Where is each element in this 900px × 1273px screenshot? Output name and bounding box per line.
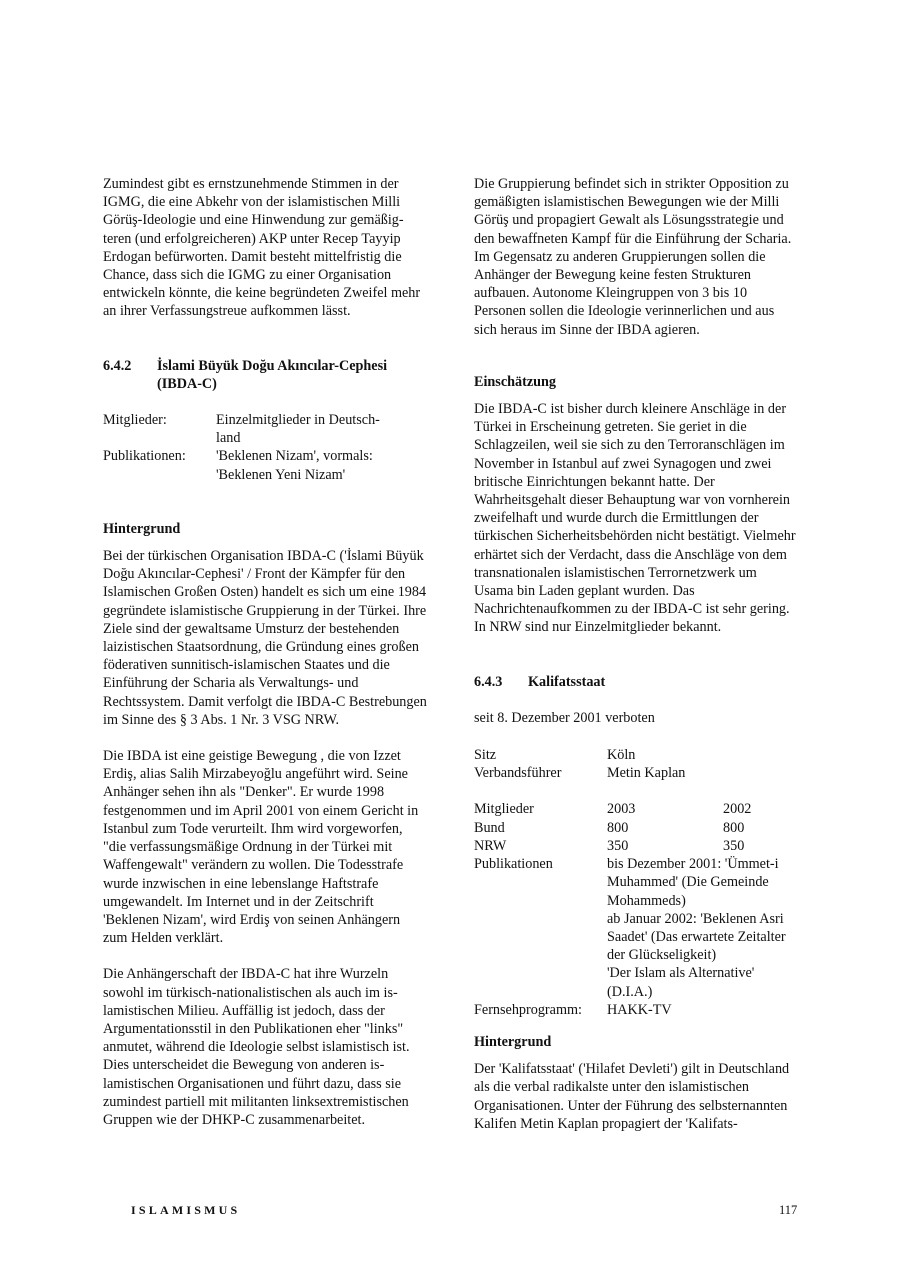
seat-row <box>474 746 798 764</box>
ban-note: seit 8. Dezember 2001 verboten <box>474 709 655 726</box>
members-label: Mitglieder: <box>103 412 167 429</box>
nrw-row <box>474 837 798 855</box>
nrw-2003: 350 <box>607 837 629 854</box>
publication-item: ab Januar 2002: 'Beklenen Asri Saadet' (Das erwartete Zeitalter der Glückseligkeit) <box>607 910 786 964</box>
background-paragraph-1: Bei der türkischen Organisation IBDA-C ('İslami Büyük Doğu Akıncılar-Cephesi' / Front der Kämpfer für den Islamischen Großen Osten) handelt es sich um eine 1984 gegründete islamistische Gruppierung in der Türkei. Ihre Ziele sind der gewaltsame Umsturz der bestehenden laizistischen Staatsordnung, die Gründung eines großen föderativen sunnitisch-islamischen Staates und die Einführung der Scharia als Verwaltungs- und Rechtssystem. Damit verfolgt die IBDA-C Bestrebungen im Sinne des § 3 Abs. 1 Nr. 3 VSG NRW. <box>103 548 427 728</box>
tv-row <box>474 1001 798 1019</box>
publications-value: 'Beklenen Nizam', vormals: 'Beklenen Yeni Nizam' <box>216 448 373 483</box>
page-number: 117 <box>779 1203 798 1217</box>
right-column <box>474 175 798 1133</box>
publications-list <box>607 855 802 1001</box>
nrw-label: NRW <box>474 837 507 854</box>
section-heading-kalifatsstaat <box>474 673 798 691</box>
publication-item: 'Der Islam als Alternative' (D.I.A.) <box>607 965 755 1000</box>
seat-value: Köln <box>607 747 636 764</box>
section-title: İslami Büyük Doğu Akıncılar-Cephesi (IBDA-C) <box>157 357 388 392</box>
members-label: Mitglieder <box>474 801 534 818</box>
kalifatsstaat-facts <box>474 746 798 1019</box>
tv-value: HAKK-TV <box>607 1001 672 1018</box>
section-heading-ibda <box>103 357 427 393</box>
section-number: 6.4.2 <box>103 357 132 374</box>
federal-label: Bund <box>474 819 505 836</box>
section-title: Kalifatsstaat <box>528 673 606 690</box>
background-paragraph: Der 'Kalifatsstaat' ('Hilafet Devleti') gilt in Deutschland als die verbal radikalste unter den islamistischen Organisationen. Unter der Führung des selbsternannten Kalifen Metin Kaplan propagiert der 'Kalifats- <box>474 1061 790 1132</box>
federal-2002: 800 <box>723 819 745 836</box>
leader-row <box>474 764 798 782</box>
background-heading: Hintergrund <box>474 1033 552 1050</box>
publications-label: Publikationen: <box>103 448 186 465</box>
members-row <box>474 800 798 818</box>
leader-label: Verbandsführer <box>474 765 562 782</box>
leader-value: Metin Kaplan <box>607 765 686 782</box>
background-heading: Hintergrund <box>103 520 181 537</box>
publications-label: Publikationen <box>474 856 553 873</box>
section-number: 6.4.3 <box>474 673 503 690</box>
left-column <box>103 175 427 1129</box>
seat-label: Sitz <box>474 747 497 764</box>
publication-item: bis Dezember 2001: 'Ümmet-i Muhammed' (Die Gemeinde Mohammeds) <box>607 856 779 909</box>
background-paragraph-2: Die IBDA ist eine geistige Bewegung , die von Izzet Erdiş, alias Salih Mirzabeyoğlu angeführt wird. Seine Anhänger sehen ihn als "Denker". Er wurde 1998 festgenommen und im April 2001 von einem Gericht in Istanbul zum Tode verurteilt. Ihm wird vorgeworfen, "die verfassungsmäßige Ordnung in der Türkei mit Waffengewalt" verändern zu wollen. Die Todesstrafe wurde inzwischen in eine lebenslange Haftstrafe umgewandelt. Im Internet und in der Zeitschrift 'Beklenen Nizam', wird Erdiş von seinen Anhängern zum Helden verklärt. <box>103 748 419 947</box>
publications-row <box>103 447 427 483</box>
ibda-facts <box>103 411 427 484</box>
members-value: Einzelmitglieder in Deutschland <box>216 412 380 447</box>
nrw-2002: 350 <box>723 837 745 854</box>
assessment-paragraph: Die IBDA-C ist bisher durch kleinere Anschläge in der Türkei in Erscheinung getreten. Sie geriet in die Schlagzeilen, weil sie sich zu den Terroranschlägen im November in Istanbul auf zwei Synagogen und zwei britische Einrichtungen bekannt hatte. Der Wahrheitsgehalt dieser Behauptung war von vornherein zweifelhaft und wurde durch die Ermittlungen der türkischen Sicherheitsbehörden nicht bestätigt. Vielmehr erhärtet sich der Verdacht, dass die Anschläge von dem transnationalen islamistischen Terrornetzwerk um Usama bin Laden geplant wurden. Das Nachrichtenaufkommen zu der IBDA-C ist sehr gering. In NRW sind nur Einzelmitglieder bekannt. <box>474 401 796 636</box>
federal-row <box>474 819 798 837</box>
year-2003: 2003 <box>607 801 636 818</box>
background-paragraph-3: Die Anhängerschaft der IBDA-C hat ihre Wurzeln sowohl im türkisch-nationalistischen als auch im islamistischen Milieu. Auffällig ist jedoch, dass der Argumentationsstil in den Publikationen eher "links" anmutet, während die Ideologie selbst islamistisch ist. Dies unterscheidet die Bewegung von anderen islamistischen Organisationen und führt dazu, dass sie zumindest partiell mit militanten linksextremistischen Gruppen wie der DHKP-C zusammenarbeitet. <box>103 966 410 1128</box>
assessment-heading: Einschätzung <box>474 373 556 390</box>
year-2002: 2002 <box>723 801 752 818</box>
intro-paragraph: Zumindest gibt es ernstzunehmende Stimmen in der IGMG, die eine Abkehr von der islamistischen Milli Görüş-Ideologie und eine Hinwendung zur gemäßigteren (und erfolgreicheren) AKP unter Recep Tayyip Erdogan befürworten. Damit besteht mittelfristig die Chance, dass sich die IGMG zu einer Organisation entwickeln könnte, die keine begründeten Zweifel mehr an ihrer Verfassungstreue aufkommen lässt. <box>103 176 421 320</box>
federal-2003: 800 <box>607 819 629 836</box>
tv-label: Fernsehprogramm: <box>474 1001 582 1018</box>
running-footer-section: ISLAMISMUS <box>131 1203 241 1217</box>
opposition-paragraph: Die Gruppierung befindet sich in strikter Opposition zu gemäßigten islamistischen Bewegungen wie der Milli Görüş und propagiert Gewalt als Lösungsstrategie und den bewaffneten Kampf für die Einführung der Scharia. Im Gegensatz zu anderen Gruppierungen sollen die Anhänger der Bewegung keine festen Strukturen aufbauen. Autonome Kleingruppen von 3 bis 10 Personen sollen die Ideologie verinnerlichen und aus sich heraus im Sinne der IBDA agieren. <box>474 176 792 338</box>
members-row <box>103 411 427 447</box>
publications-row <box>474 855 798 1001</box>
